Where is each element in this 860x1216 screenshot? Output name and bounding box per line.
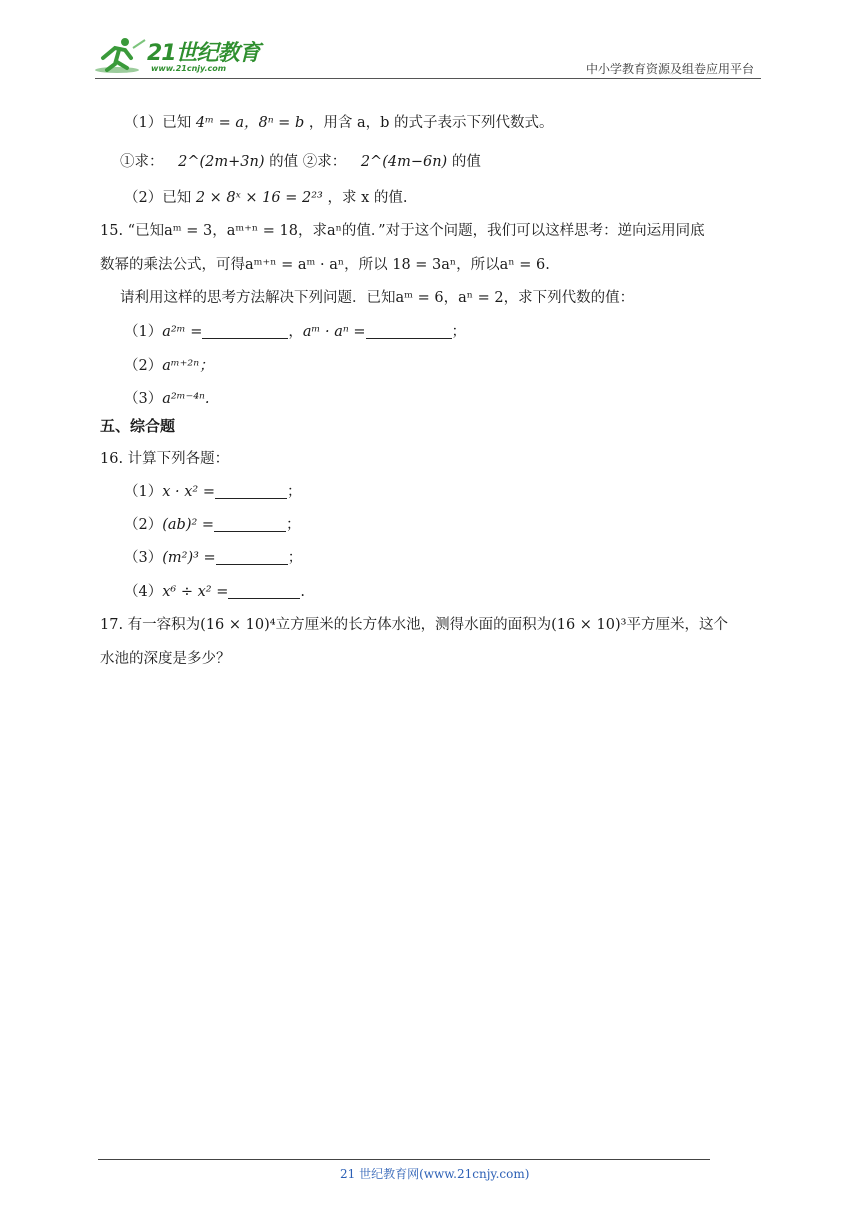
- q17-line1-text: 有一容积为(16 × 10)⁴立方厘米的长方体水池，测得水面的面积为(16 × 10)³平方厘米，这个: [127, 617, 728, 633]
- q15-item3-expr: a²ᵐ⁻⁴ⁿ.: [162, 391, 210, 407]
- q15-line1: [100, 219, 705, 240]
- q15-line2: 数幂的乘法公式，可得aᵐ⁺ⁿ = aᵐ · aⁿ，所以 18 = 3aⁿ，所以aⁿ = 6.: [100, 257, 550, 273]
- q15-number: 15.: [100, 223, 124, 239]
- q14-part2: [124, 186, 407, 207]
- q16-item-expr: (ab)² =: [162, 517, 215, 533]
- q14-part1-equation: 4ᵐ = a，8ⁿ = b: [195, 115, 305, 131]
- q15-item1-expr-b: aᵐ · aⁿ =: [302, 324, 366, 340]
- q15-line1-text: “已知aᵐ = 3，aᵐ⁺ⁿ = 18，求aⁿ的值．”对于这个问题，我们可以这样思考：逆向运用同底: [127, 223, 705, 239]
- q16-item-end: .: [300, 584, 305, 600]
- q14-sub1-label: ①求：: [120, 154, 164, 170]
- q15-item2-expr: aᵐ⁺²ⁿ；: [162, 358, 214, 374]
- q15-item1-end: ；: [451, 324, 466, 340]
- q16-stem: [100, 447, 229, 468]
- q16-stem-text: 计算下列各题：: [127, 451, 230, 467]
- q16-item-expr: x⁶ ÷ x² =: [162, 584, 229, 600]
- q15-item1-label: （1）: [124, 324, 163, 340]
- q15-line3: 请利用这样的思考方法解决下列问题．已知aᵐ = 6，aⁿ = 2，求下列代数的值：: [120, 290, 635, 306]
- footer-link[interactable]: 21 世纪教育网(www.21cnjy.com): [340, 1167, 530, 1181]
- q16-item-label: （4）: [124, 584, 163, 600]
- q16-item-expr: x · x² =: [162, 484, 215, 500]
- answer-blank[interactable]: [215, 484, 287, 499]
- q15-item1: [124, 320, 466, 341]
- q14-sub1-suffix: 的值: [269, 154, 299, 170]
- q15-item1-expr-a: a²ᵐ =: [162, 324, 203, 340]
- q14-part1-prefix: （1）已知: [124, 115, 192, 131]
- q14-sub2-suffix: 的值: [451, 154, 481, 170]
- header-platform-text: 中小学教育资源及组卷应用平台: [585, 62, 754, 76]
- q15-item1-separator: ，: [288, 324, 303, 340]
- footer-divider: [98, 1159, 710, 1160]
- q14-sub2-expression: 2^(4m−6n): [360, 154, 448, 170]
- q16-item-label: （2）: [124, 517, 163, 533]
- answer-blank[interactable]: [228, 584, 300, 599]
- site-logo: [95, 34, 265, 78]
- q16-item-end: ；: [287, 484, 302, 500]
- q14-part1: [124, 111, 554, 132]
- q16-item: [124, 580, 305, 601]
- q14-part1-suffix: ，用含 a，b 的式子表示下列代数式。: [308, 115, 554, 131]
- q14-sub2-label: ②求：: [302, 154, 347, 170]
- q17-line2: 水池的深度是多少？: [100, 651, 231, 667]
- q16-number: 16.: [100, 451, 124, 467]
- section-title: 五、综合题: [100, 417, 176, 435]
- answer-blank[interactable]: [214, 517, 286, 532]
- q16-item-end: ；: [286, 517, 301, 533]
- q17-number: 17.: [100, 617, 124, 633]
- answer-blank[interactable]: [202, 324, 288, 339]
- q16-item: [124, 513, 301, 534]
- logo-url: www.21cnjy.com: [151, 64, 227, 73]
- logo-text: 21世纪教育: [147, 41, 260, 66]
- answer-blank[interactable]: [216, 550, 288, 565]
- q15-item2-label: （2）: [124, 358, 163, 374]
- q17-line1: [100, 613, 728, 634]
- q16-item: [124, 480, 302, 501]
- q14-sub1-expression: 2^(2m+3n): [178, 154, 265, 170]
- q16-item-expr: (m²)³ =: [162, 550, 216, 566]
- q16-item-end: ；: [287, 550, 303, 566]
- q16-item-label: （3）: [124, 550, 163, 566]
- q14-part2-equation: 2 × 8ˣ × 16 = 2²³: [195, 190, 323, 206]
- q15-item3: [124, 387, 210, 408]
- header-divider: [95, 78, 761, 79]
- q16-item-label: （1）: [124, 484, 163, 500]
- q15-item2: [124, 354, 214, 375]
- q16-item: [124, 546, 302, 567]
- q14-part2-suffix: ，求 x 的值.: [327, 190, 408, 206]
- q14-subparts: [120, 150, 481, 171]
- answer-blank[interactable]: [366, 324, 452, 339]
- q14-part2-prefix: （2）已知: [124, 190, 192, 206]
- q15-item3-label: （3）: [124, 391, 163, 407]
